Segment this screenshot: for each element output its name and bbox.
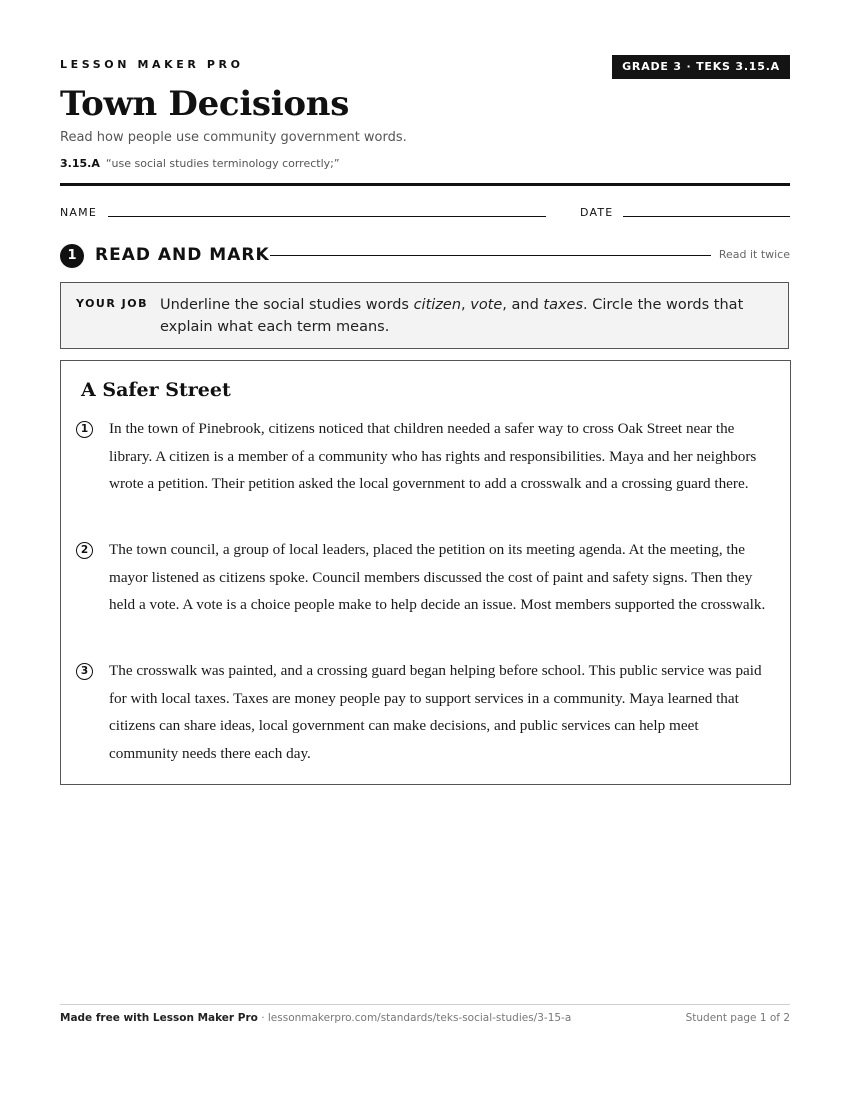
paragraph-number-badge: 2	[76, 542, 93, 559]
footer-page-number: Student page 1 of 2	[685, 1012, 790, 1024]
passage-title: A Safer Street	[81, 379, 231, 401]
paragraph-text: In the town of Pinebrook, citizens noticed that children needed a safer way to cross Oak Street near the library. A citizen is a member of a community who has rights and responsibilities. Maya and her neighbors wrote a petition. Their petition asked the local government to add a crosswalk and a crossing guard there.	[109, 420, 757, 492]
job-text-after: . Circle the words that explain what each term means.	[160, 297, 744, 335]
footer-credit	[60, 1012, 571, 1024]
name-field-line[interactable]	[108, 216, 546, 217]
job-sep-1: ,	[461, 297, 471, 313]
section-hint: Read it twice	[718, 248, 790, 261]
date-label: DATE	[580, 206, 614, 219]
footer-made-with: Made free with Lesson Maker Pro	[60, 1012, 258, 1024]
section-number-badge: 1	[60, 244, 84, 268]
standard-text: “use social studies terminology correctly;”	[105, 157, 340, 170]
standard-line	[60, 157, 340, 170]
section-divider	[270, 255, 711, 256]
job-instructions-text	[160, 294, 775, 338]
paragraph-text: The town council, a group of local leaders, placed the petition on its meeting agenda. At the meeting, the mayor listened as citizens spoke. Council members discussed the cost of paint and safety signs. Then they held a vote. A vote is a choice people make to help decide an issue. Most members supported the crosswalk.	[109, 541, 766, 613]
grade-badge: GRADE 3 · TEKS 3.15.A	[612, 55, 790, 79]
brand-name: LESSON MAKER PRO	[60, 58, 244, 71]
job-instructions-box	[60, 282, 789, 349]
term-taxes: taxes	[543, 297, 584, 313]
job-sep-2: , and	[502, 297, 544, 313]
page-title: Town Decisions	[60, 84, 350, 124]
paragraph-number-badge: 1	[76, 421, 93, 438]
footer-url[interactable]: lessonmakerpro.com/standards/teks-social-studies/3-15-a	[267, 1012, 572, 1024]
term-citizen: citizen	[413, 297, 462, 313]
term-vote: vote	[470, 297, 503, 313]
standard-code: 3.15.A	[60, 157, 100, 170]
header-divider	[60, 183, 790, 186]
job-text-before: Underline the social studies words	[160, 297, 414, 313]
section-title: READ AND MARK	[95, 245, 270, 265]
paragraph-number-badge: 3	[76, 663, 93, 680]
footer-separator: ·	[257, 1012, 268, 1024]
paragraph-text: The crosswalk was painted, and a crossing guard began helping before school. This public service was paid for with local taxes. Taxes are money people pay to support services in a community. Maya learned that citizens can share ideas, local government can make decisions, and public services can help meet community needs there each day.	[109, 662, 762, 762]
job-label: YOUR JOB	[76, 297, 148, 310]
footer-divider	[60, 1004, 790, 1005]
page-subtitle: Read how people use community government words.	[60, 130, 407, 145]
name-label: NAME	[60, 206, 97, 219]
date-field-line[interactable]	[623, 216, 790, 217]
passage-box	[60, 360, 791, 785]
